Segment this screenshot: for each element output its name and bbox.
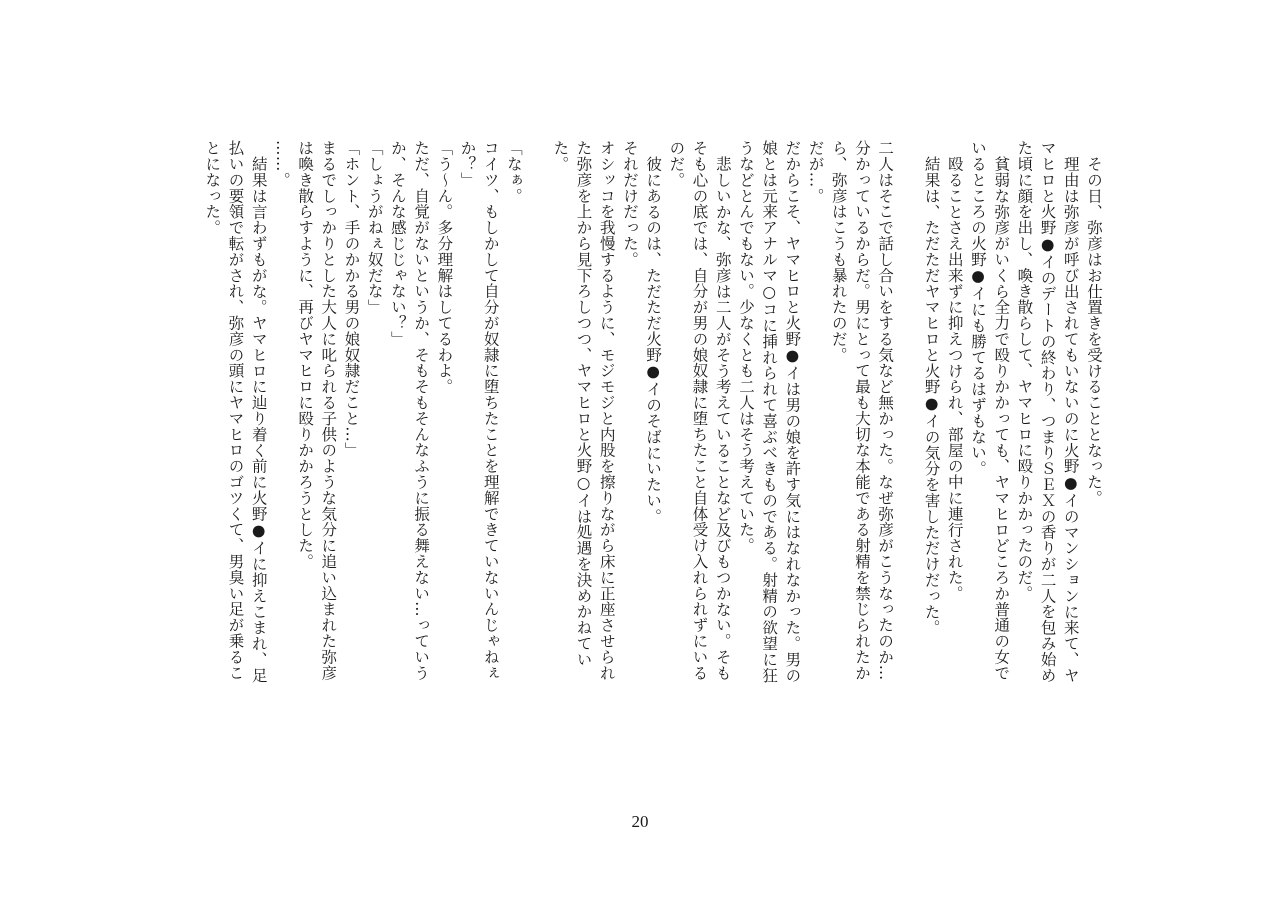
paragraph: 結果は、ただただヤマヒロと火野●イの気分を害しただけだった。 — [922, 155, 941, 635]
paragraph: コイツ、もしかして自分が奴隷に堕ちたことを理解できていないんじゃねぇか？」 — [458, 140, 500, 681]
paragraph: 悲しいかな、弥彦は二人がそう考えていることなど及びもつかない。そもそも心の底では、自分が男の娘奴隷に堕ちたこと自体受け入れられずにいるのだ。 — [667, 140, 732, 681]
paragraph: オシッコを我慢するように、モジモジと内股を擦りながら床に正座させられた弥彦を上から見下ろしつつ、ヤマヒロと火野○イは処遇を決めかねていた。 — [551, 140, 616, 681]
paragraph: 「う～ん。多分理解はしてるわよ。 — [435, 140, 454, 395]
page-number: 20 — [631, 812, 649, 831]
paragraph: まるでしっかりとした大人に叱られる子供のような気分に追い込まれた弥彦は喚き散らすように、再びヤマヒロに殴りかかろうとした。 — [296, 140, 338, 681]
blank-line — [525, 140, 548, 156]
paragraph: ただ、自覚がないというか、そもそもそんなふうに振る舞えない…っていうか、そんな感じじゃない？」 — [388, 140, 431, 681]
paragraph: だが…。 — [806, 140, 825, 204]
paragraph: 「しょうがねぇ奴だな」 — [365, 140, 384, 315]
paragraph: 二人はそこで話し合いをする気など無かった。なぜ弥彦がこうなったのか…分かっているからだ。男にとって最も大切な本能である射精を禁じられたから、弥彦はこうも暴れたのだ。 — [829, 140, 895, 681]
paragraph: だからこそ、ヤマヒロと火野●イは男の娘を許す気にはなれなかった。男の娘とは元来アナルマ○コに挿れられて喜ぶべきものである。射精の欲望に狂うなどとんでもない。少なくとも二人はそう考えていた。 — [736, 140, 802, 684]
blank-line — [896, 140, 919, 156]
paragraph: 理由は弥彦が呼び出されてもいないのに火野●イのマンションに来て、ヤマヒロと火野●イのデートの終わり、つまりＳＥＸの香りが二人を包み始めた頃に顔を出し、喚き散らして、ヤマヒロに殴りかかったのだ。 — [1015, 140, 1080, 684]
paragraph: その日、弥彦はお仕置きを受けることとなった。 — [1085, 155, 1103, 506]
paragraph: それだけだった。 — [620, 140, 639, 268]
paragraph: 「ホント、手のかかる男の娘奴隷だこと…」 — [342, 140, 361, 458]
paragraph: 結果は言わずもがな。ヤマヒロに辿り着く前に火野●イに抑えこまれ、足払いの要領で転がされ、弥彦の頭にヤマヒロのゴツくて、男臭い足が乗ることになった。 — [203, 140, 268, 683]
paragraph: 貧弱な弥彦がいくら全力で殴りかかっても、ヤマヒロどころか普通の女でいるところの火野●イにも勝てるはずもない。 — [968, 140, 1011, 681]
paragraph: ……。 — [272, 140, 291, 188]
paragraph: 彼にあるのは、ただただ火野●イのそばにいたい。 — [644, 155, 663, 524]
paragraph: 殴ることさえ出来ずに抑えつけられ、部屋の中に連行された。 — [945, 155, 964, 601]
vertical-text-body — [165, 140, 1105, 685]
paragraph: 「なぁ。 — [504, 140, 523, 204]
